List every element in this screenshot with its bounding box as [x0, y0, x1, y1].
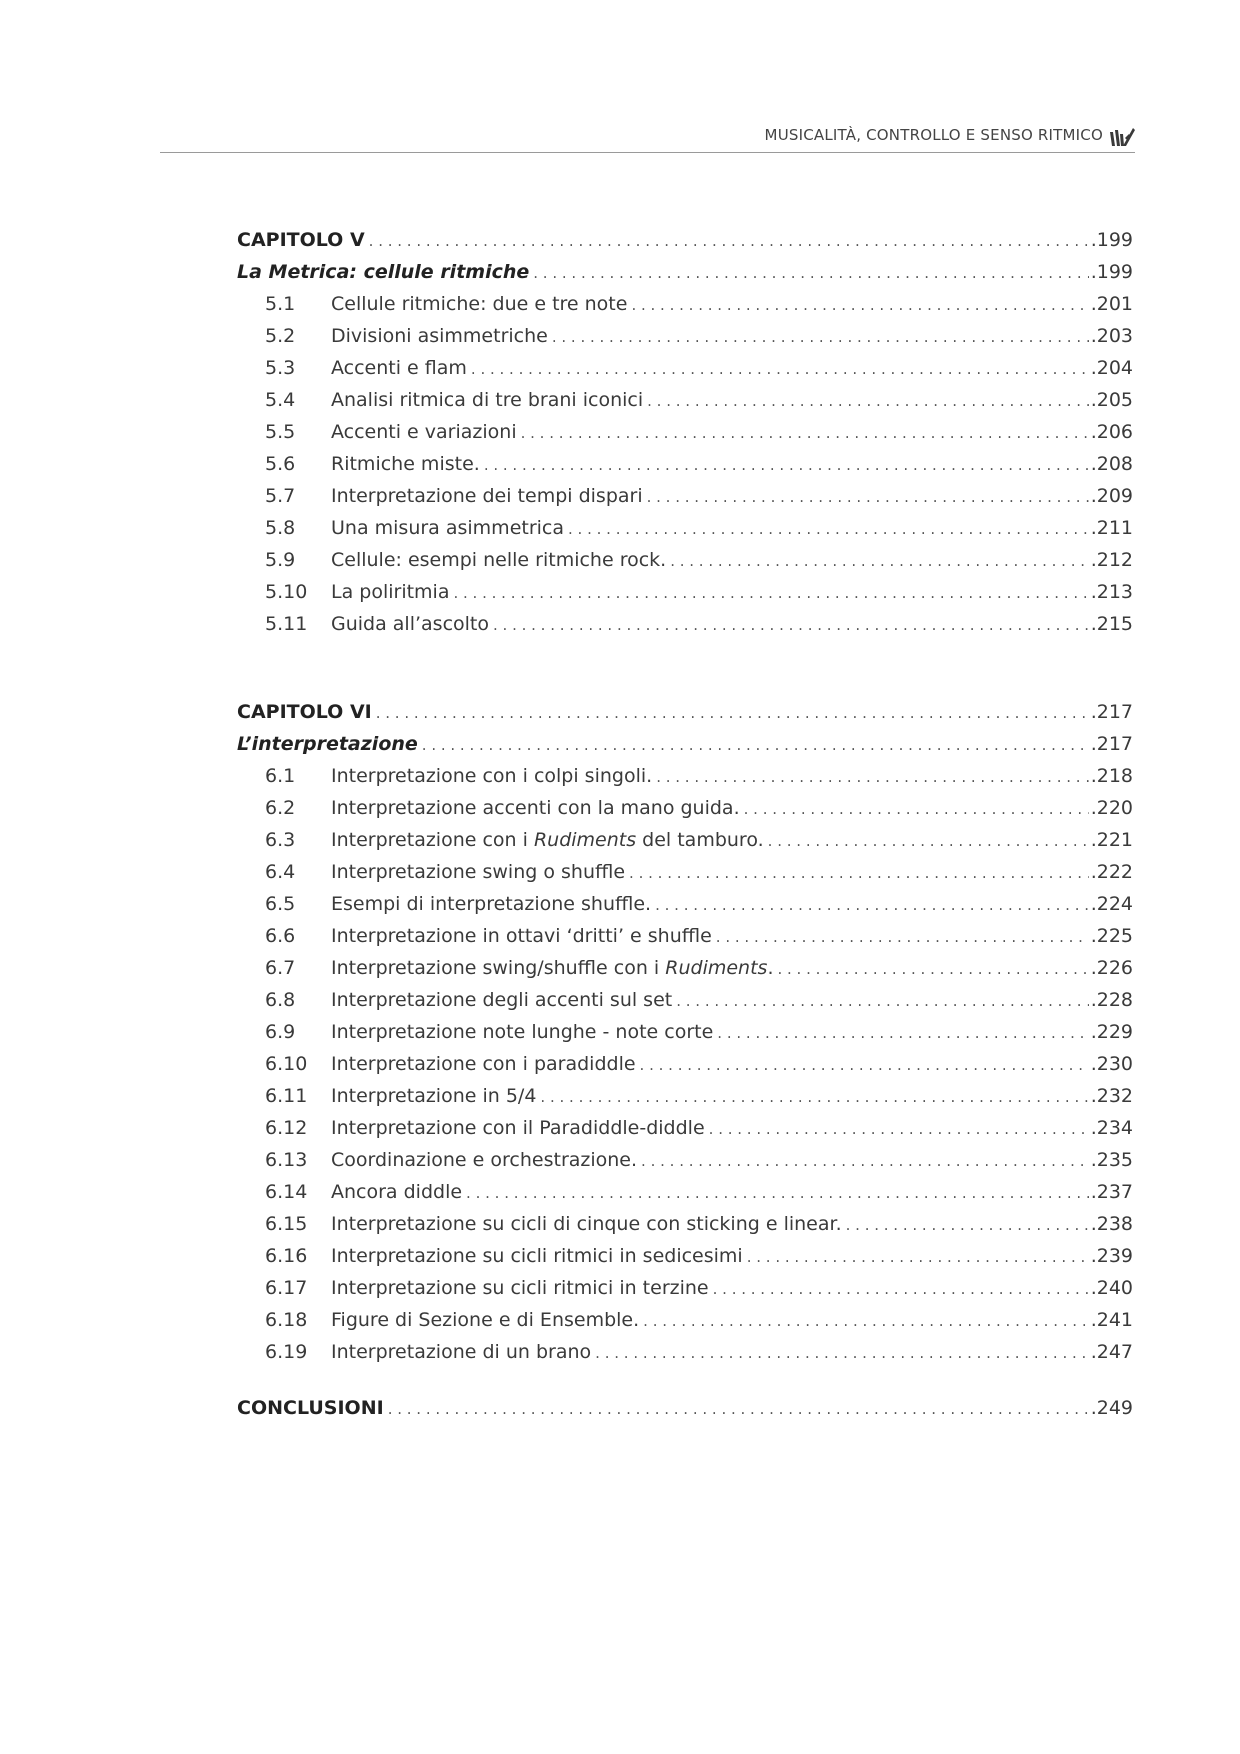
- section-title: Interpretazione su cicli ritmici in sedicesimi: [331, 1245, 743, 1267]
- section-number: 6.19: [265, 1341, 308, 1363]
- section-title: Interpretazione con il Paradiddle-diddle: [331, 1117, 705, 1139]
- toc-item[interactable]: [237, 1080, 1133, 1112]
- section-number: 5.5: [265, 421, 296, 443]
- page-number: .234: [1090, 1117, 1133, 1139]
- section-title: Interpretazione note lunghe - note corte: [331, 1021, 714, 1043]
- toc-item[interactable]: [237, 1016, 1133, 1048]
- chapter-title: CONCLUSIONI: [237, 1397, 384, 1419]
- section-number: 6.12: [265, 1117, 308, 1139]
- page-number: .201: [1090, 293, 1133, 315]
- page-number: .228: [1090, 989, 1133, 1011]
- toc-item[interactable]: [237, 480, 1133, 512]
- page-number: .235: [1090, 1149, 1133, 1171]
- section-title-italic: Rudiments: [665, 957, 768, 979]
- dot-leader: [744, 793, 1089, 825]
- toc-item[interactable]: [237, 384, 1133, 416]
- publisher-logo-icon: [1109, 126, 1135, 148]
- toc-item[interactable]: [237, 792, 1133, 824]
- dot-leader: [484, 449, 1089, 481]
- section-title: Una misura asimmetrica: [331, 517, 565, 539]
- page-number: .222: [1090, 861, 1133, 883]
- dot-leader: [493, 609, 1089, 641]
- toc-item[interactable]: [237, 576, 1133, 608]
- page-number: .225: [1090, 925, 1133, 947]
- toc-item[interactable]: [237, 352, 1133, 384]
- section-title: Ancora diddle: [331, 1181, 463, 1203]
- toc-item[interactable]: [237, 1208, 1133, 1240]
- toc-item[interactable]: [237, 760, 1133, 792]
- section-number: 5.4: [265, 389, 296, 411]
- dot-leader: [631, 289, 1088, 321]
- section-title: Divisioni asimmetriche: [331, 325, 548, 347]
- dot-leader: [376, 697, 1089, 729]
- page-number: .203: [1090, 325, 1133, 347]
- page-number: .221: [1090, 829, 1133, 851]
- section-number: 6.8: [265, 989, 296, 1011]
- toc-item[interactable]: [237, 320, 1133, 352]
- dot-leader: [716, 921, 1089, 953]
- dot-leader: [670, 545, 1088, 577]
- section-number: 6.7: [265, 957, 296, 979]
- dot-leader: [595, 1337, 1089, 1369]
- section-gap: [237, 1368, 1133, 1392]
- section-title: Interpretazione in ottavi ‘dritti’ e shuffle: [331, 925, 712, 947]
- page-number: .212: [1090, 549, 1133, 571]
- dot-leader: [647, 481, 1089, 513]
- page-number: .241: [1090, 1309, 1133, 1331]
- section-number: 6.5: [265, 893, 296, 915]
- section-title: Ritmiche miste.: [331, 453, 480, 475]
- page-number: .204: [1090, 357, 1133, 379]
- section-title: Interpretazione in 5/4: [331, 1085, 537, 1107]
- page-number: .238: [1090, 1213, 1133, 1235]
- toc-item[interactable]: [237, 952, 1133, 984]
- section-title: [331, 952, 777, 984]
- toc-item[interactable]: [237, 288, 1133, 320]
- section-title: Guida all’ascolto: [331, 613, 489, 635]
- toc-item[interactable]: [237, 1176, 1133, 1208]
- dot-leader: [709, 1113, 1089, 1145]
- section-title: Accenti e flam: [331, 357, 467, 379]
- dot-leader: [747, 1241, 1089, 1273]
- dot-leader: [453, 577, 1088, 609]
- page-number: .224: [1090, 893, 1133, 915]
- chapter-subtitle: L’interpretazione: [237, 733, 418, 755]
- section-number: 6.18: [265, 1309, 308, 1331]
- page-number: .205: [1090, 389, 1133, 411]
- section-title: Accenti e variazioni: [331, 421, 517, 443]
- section-title: Interpretazione degli accenti sul set: [331, 989, 673, 1011]
- dot-leader: [533, 257, 1088, 289]
- section-title: Interpretazione su cicli di cinque con sticking e linear.: [331, 1213, 842, 1235]
- dot-leader: [655, 889, 1089, 921]
- toc-item[interactable]: [237, 1240, 1133, 1272]
- toc-item[interactable]: [237, 608, 1133, 640]
- running-header: [160, 126, 1135, 153]
- toc-item[interactable]: [237, 1112, 1133, 1144]
- toc-item[interactable]: [237, 416, 1133, 448]
- dot-leader: [643, 1305, 1089, 1337]
- page-number: .240: [1090, 1277, 1133, 1299]
- table-of-contents: [237, 224, 1133, 1424]
- section-title: La poliritmia: [331, 581, 450, 603]
- section-number: 6.11: [265, 1085, 308, 1107]
- dot-leader: [656, 761, 1089, 793]
- dot-leader: [540, 1081, 1088, 1113]
- section-title: Interpretazione con i paradiddle: [331, 1053, 636, 1075]
- page-number: .211: [1090, 517, 1133, 539]
- page-number: .237: [1090, 1181, 1133, 1203]
- section-number: 5.6: [265, 453, 296, 475]
- dot-leader: [422, 729, 1089, 761]
- page-number: .226: [1090, 957, 1133, 979]
- chapter-title: CAPITOLO V: [237, 229, 365, 251]
- toc-item[interactable]: [237, 1304, 1133, 1336]
- dot-leader: [521, 417, 1089, 449]
- page-number: .239: [1090, 1245, 1133, 1267]
- toc-item[interactable]: [237, 856, 1133, 888]
- page-number: .209: [1090, 485, 1133, 507]
- dot-leader: [640, 1049, 1089, 1081]
- dot-leader: [713, 1273, 1089, 1305]
- section-number: 5.7: [265, 485, 296, 507]
- dot-leader: [369, 225, 1089, 257]
- section-number: 6.2: [265, 797, 296, 819]
- section-title: Esempi di interpretazione shuffle.: [331, 893, 652, 915]
- section-title-part: .: [767, 957, 774, 979]
- dot-leader: [466, 1177, 1089, 1209]
- section-title: Interpretazione swing o shuffle: [331, 861, 626, 883]
- toc-item[interactable]: [237, 1272, 1133, 1304]
- section-number: 6.3: [265, 829, 296, 851]
- section-number: 5.1: [265, 293, 296, 315]
- dot-leader: [641, 1145, 1089, 1177]
- section-number: 5.8: [265, 517, 296, 539]
- toc-item[interactable]: [237, 448, 1133, 480]
- toc-conclusions[interactable]: [237, 1392, 1133, 1424]
- chapter-title: CAPITOLO VI: [237, 701, 372, 723]
- page-number: .217: [1090, 733, 1133, 755]
- section-number: 5.10: [265, 581, 308, 603]
- section-title: Interpretazione dei tempi dispari: [331, 485, 643, 507]
- section-number: 6.17: [265, 1277, 308, 1299]
- section-number: 5.2: [265, 325, 296, 347]
- chapter-subtitle: La Metrica: cellule ritmiche: [237, 261, 530, 283]
- section-title-italic: Rudiments: [533, 829, 637, 851]
- dot-leader: [568, 513, 1089, 545]
- page-number: .218: [1090, 765, 1133, 787]
- toc-item[interactable]: [237, 1336, 1133, 1368]
- section-number: 6.10: [265, 1053, 308, 1075]
- section-gap: [237, 640, 1133, 696]
- toc-chapter-5-subtitle[interactable]: [237, 256, 1133, 288]
- section-title: Interpretazione accenti con la mano guida.: [331, 797, 740, 819]
- toc-item[interactable]: [237, 920, 1133, 952]
- section-number: 5.11: [265, 613, 308, 635]
- page-number: .232: [1090, 1085, 1133, 1107]
- toc-item[interactable]: [237, 824, 1133, 856]
- dot-leader: [717, 1017, 1088, 1049]
- section-title-part: del tamburo.: [636, 829, 764, 851]
- section-title: Cellule: esempi nelle ritmiche rock.: [331, 549, 667, 571]
- section-title-part: Interpretazione swing/shuffle con i: [331, 957, 666, 979]
- section-number: 6.9: [265, 1021, 296, 1043]
- page-number: .247: [1090, 1341, 1133, 1363]
- toc-chapter-5[interactable]: [237, 224, 1133, 256]
- section-number: 5.9: [265, 549, 296, 571]
- dot-leader: [676, 985, 1088, 1017]
- dot-leader: [846, 1209, 1089, 1241]
- dot-leader: [768, 825, 1089, 857]
- section-number: 6.13: [265, 1149, 308, 1171]
- toc-item[interactable]: [237, 1048, 1133, 1080]
- page-number: .213: [1090, 581, 1133, 603]
- page-number: .199: [1090, 229, 1133, 251]
- page-number: .220: [1090, 797, 1133, 819]
- toc-chapter-6[interactable]: [237, 696, 1133, 728]
- toc-item[interactable]: [237, 544, 1133, 576]
- section-number: 6.1: [265, 765, 296, 787]
- section-title: Analisi ritmica di tre brani iconici: [331, 389, 644, 411]
- dot-leader: [388, 1393, 1089, 1425]
- page-number: .199: [1090, 261, 1133, 283]
- section-number: 6.6: [265, 925, 296, 947]
- dot-leader: [647, 385, 1089, 417]
- dot-leader: [629, 857, 1089, 889]
- page-number: .206: [1090, 421, 1133, 443]
- section-title: Figure di Sezione e di Ensemble.: [331, 1309, 640, 1331]
- running-title: MUSICALITÀ, CONTROLLO E SENSO RITMICO: [764, 126, 1103, 144]
- page-number: .215: [1090, 613, 1133, 635]
- page-number: .230: [1090, 1053, 1133, 1075]
- page-number: .249: [1090, 1397, 1133, 1419]
- page-number: .229: [1090, 1021, 1133, 1043]
- section-title: Coordinazione e orchestrazione.: [331, 1149, 638, 1171]
- section-title: Interpretazione con i colpi singoli.: [331, 765, 653, 787]
- section-title: Cellule ritmiche: due e tre note: [331, 293, 628, 315]
- section-number: 6.16: [265, 1245, 308, 1267]
- dot-leader: [777, 953, 1088, 985]
- section-title: [331, 824, 768, 856]
- section-title-part: Interpretazione con i: [331, 829, 534, 851]
- section-number: 6.14: [265, 1181, 308, 1203]
- toc-item[interactable]: [237, 1144, 1133, 1176]
- page-number: .208: [1090, 453, 1133, 475]
- toc-item[interactable]: [237, 512, 1133, 544]
- section-title: Interpretazione su cicli ritmici in terzine: [331, 1277, 709, 1299]
- section-number: 6.4: [265, 861, 296, 883]
- toc-chapter-6-subtitle[interactable]: [237, 728, 1133, 760]
- section-number: 5.3: [265, 357, 296, 379]
- section-number: 6.15: [265, 1213, 308, 1235]
- page-number: .217: [1090, 701, 1133, 723]
- dot-leader: [471, 353, 1089, 385]
- toc-item[interactable]: [237, 984, 1133, 1016]
- toc-item[interactable]: [237, 888, 1133, 920]
- dot-leader: [552, 321, 1089, 353]
- section-title: Interpretazione di un brano: [331, 1341, 592, 1363]
